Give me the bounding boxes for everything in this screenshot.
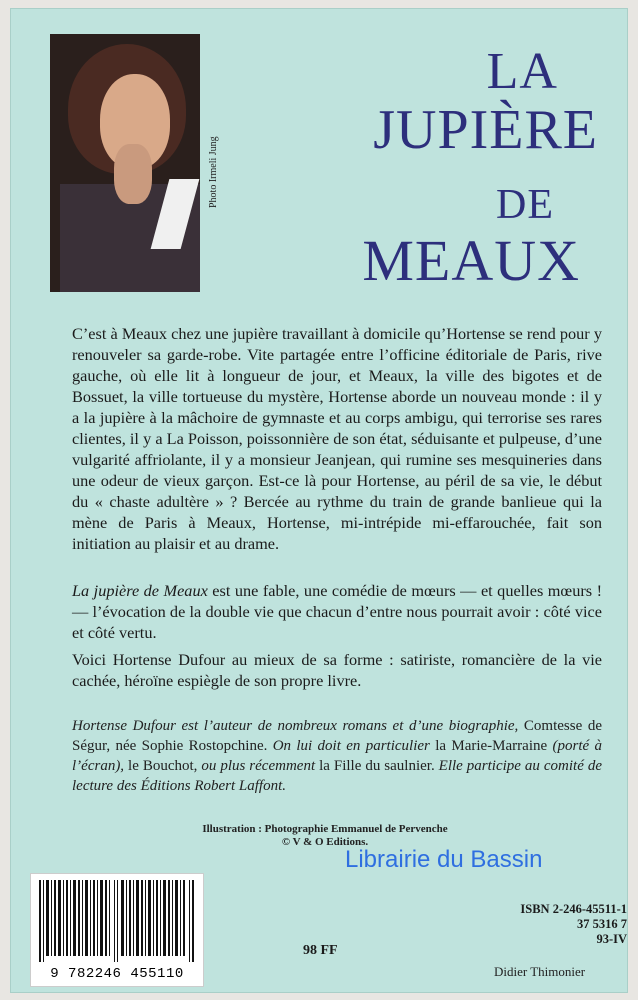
- blurb-paragraph-2-text: est une fable, une comédie de mœurs — et quelles mœurs ! — l’évocation de la double vie que chacun d’entre nous pourrait avoir : côté vice et côté vertu.: [72, 581, 602, 642]
- bio-part-f: le Bouchot,: [128, 758, 198, 774]
- barcode-bars: [39, 880, 195, 962]
- isbn-line-1: ISBN 2-246-45511-1: [520, 902, 627, 916]
- price: 98 FF: [303, 943, 338, 958]
- bio-part-b: Comtesse de Ségur, née Sophie Rostopchine.: [72, 718, 602, 754]
- publisher-name: Didier Thimonier: [494, 964, 586, 979]
- barcode: [30, 873, 204, 987]
- illustration-credit-line-1: Illustration : Photographie Emmanuel de Pervenche: [202, 823, 448, 835]
- title-line-2: JUPIÈRE: [373, 99, 598, 161]
- author-photo: [50, 34, 200, 292]
- isbn-block: [495, 902, 627, 947]
- photo-hand: [114, 144, 152, 204]
- bio-part-h: la Fille du saulnier.: [319, 758, 435, 774]
- author-bio: [72, 716, 602, 796]
- isbn-line-3: 93-IV: [596, 932, 627, 946]
- bio-part-g: ou plus récemment: [197, 758, 320, 774]
- title-line-1: LA: [486, 43, 558, 100]
- bio-part-d: la Marie-Marraine: [435, 738, 548, 754]
- barcode-number: 9 782246 455110: [50, 966, 184, 982]
- bio-part-i: Elle participe au comité de lecture des Éditions Robert Laffont.: [72, 758, 603, 794]
- bio-part-c: On lui doit en particulier: [267, 738, 436, 754]
- bio-part-e: (porté à l’écran),: [72, 738, 602, 774]
- blurb-paragraph-3: Voici Hortense Dufour au mieux de sa forme : satiriste, romancière de la vie cachée, héroïne espiègle de son propre livre.: [72, 650, 602, 690]
- book-title-italic: La jupière de Meaux: [72, 581, 208, 600]
- photo-credit: Photo Irmeli Jung: [208, 136, 219, 208]
- title-line-3: DE: [496, 182, 554, 228]
- blurb-paragraph-2: [72, 580, 602, 643]
- blurb-paragraph-1: C’est à Meaux chez une jupière travaillant à domicile qu’Hortense se rend pour y renouveler sa garde-robe. Vite partagée entre l’officine éditoriale de Paris, rive gauche, où elle lit à longueur de jour, et Meaux, la ville des bigotes et de Bossuet, la ville tortueuse du mystère, Hortense aborde un nouveau monde : il y a la jupière à la mâchoire de gymnaste et au corps ambigu, qui terrorise ses rares clientes, il y a La Poisson, poissonnière de son état, séduisante et pulpeuse, d’une vulgarité affriolante, il y a monsieur Jeanjean, qui rumine ses mesquineries dans une odeur de vieux garçon. Est-ce là pour Hortense, au péril de sa vie, le début du « chaste adultère » ? Bercée au rythme du train de grande banlieue qui la mène de Paris à Meaux, Hortense, mi-intrépide mi-effarouchée, fait son initiation au plaisir et au drame.: [72, 324, 602, 553]
- book-back-cover: [10, 8, 628, 993]
- isbn-line-2: 37 5316 7: [577, 917, 627, 931]
- bio-part-a: Hortense Dufour est l’auteur de nombreux romans et d’une biographie,: [72, 718, 524, 734]
- illustration-credit-line-2: © V & O Editions.: [281, 836, 369, 848]
- title-line-4: MEAUX: [362, 228, 580, 293]
- bookshop-watermark: Librairie du Bassin: [345, 846, 543, 873]
